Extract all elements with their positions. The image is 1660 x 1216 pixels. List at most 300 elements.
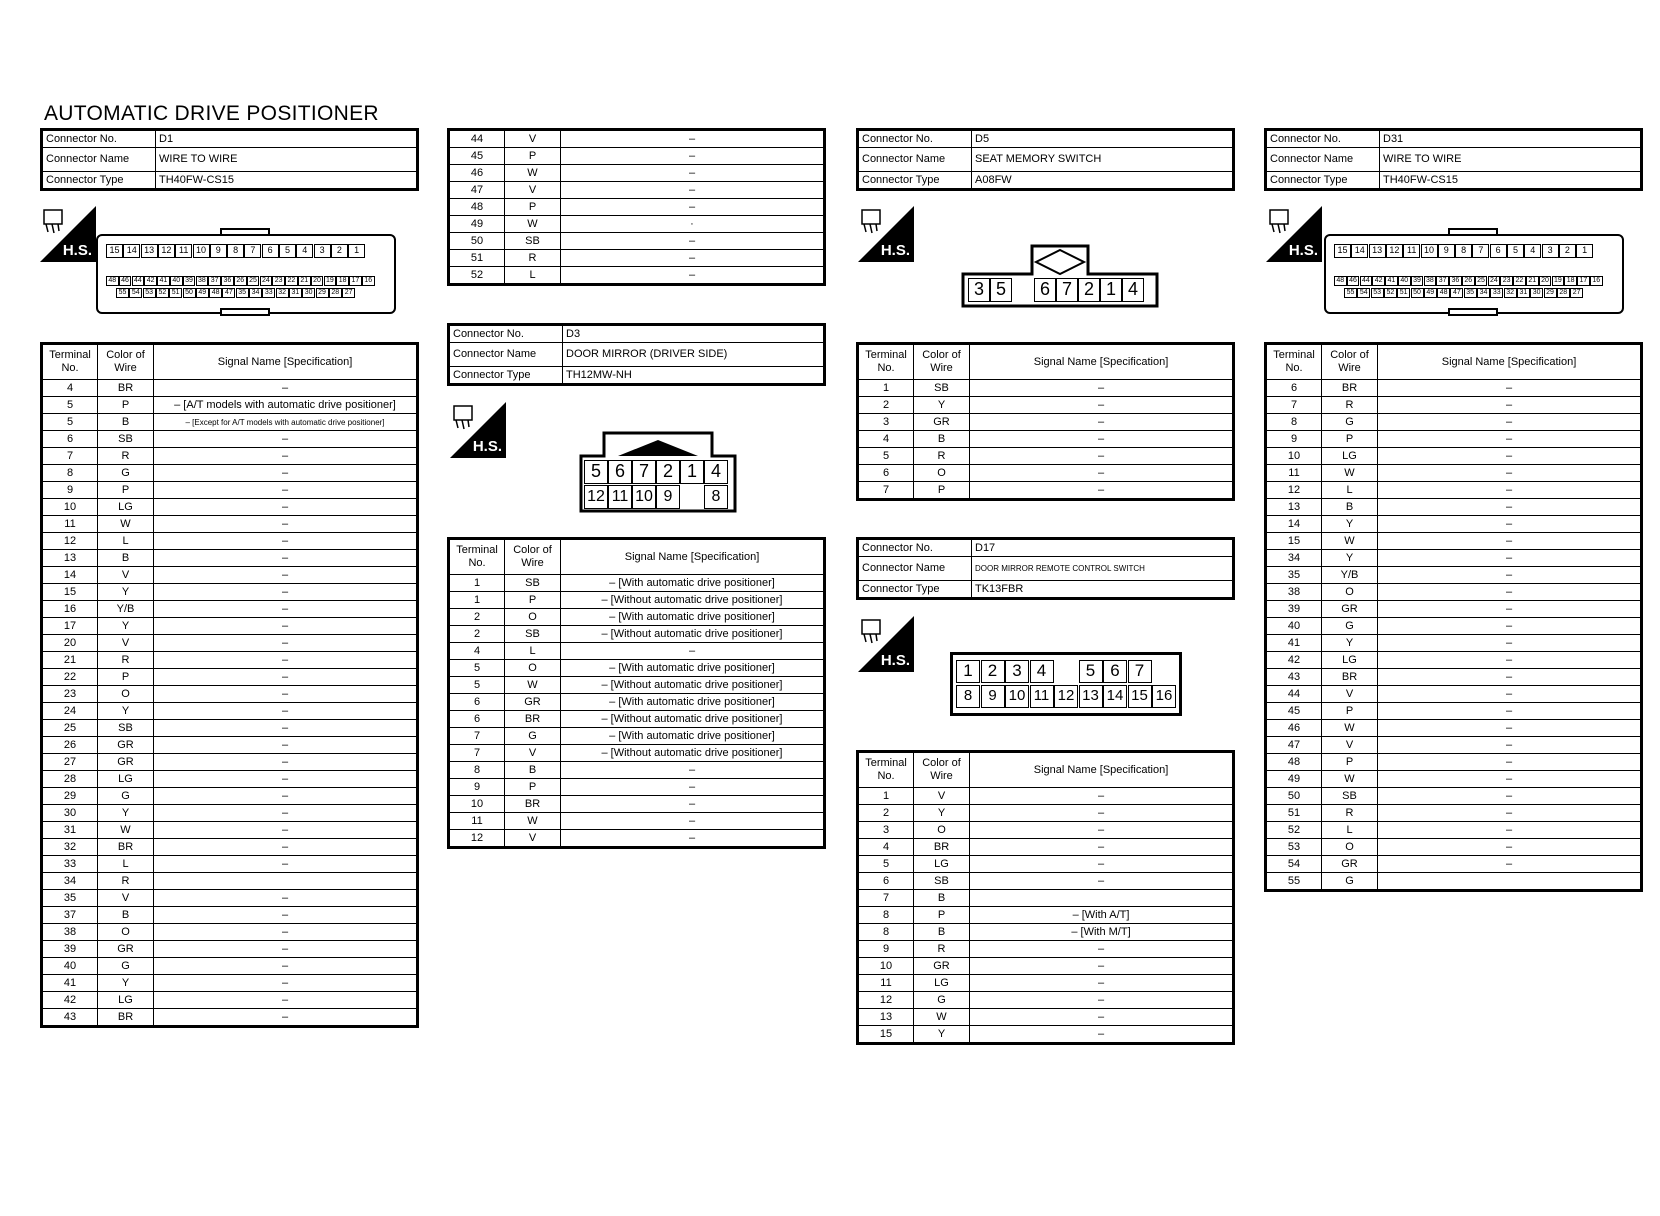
connector-pin: 40 xyxy=(170,276,183,286)
wire-color: V xyxy=(505,745,561,762)
signal-name: – xyxy=(1378,516,1642,533)
terminal-no: 12 xyxy=(1266,482,1322,499)
terminal-no: 1 xyxy=(449,575,505,592)
terminal-no: 11 xyxy=(1266,465,1322,482)
signal-name: – xyxy=(154,992,418,1009)
value-connector-type: A08FW xyxy=(972,172,1234,190)
wire-color: L xyxy=(1322,822,1378,839)
wire-color: GR xyxy=(914,414,970,431)
connector-pin: 39 xyxy=(183,276,196,286)
connector-pin: 9 xyxy=(656,485,680,509)
table-row xyxy=(449,796,825,813)
table-row xyxy=(1266,448,1642,465)
header-terminal: Terminal No. xyxy=(858,344,914,380)
terminal-no: 42 xyxy=(42,992,98,1009)
wire-color: GR xyxy=(914,958,970,975)
terminal-no: 45 xyxy=(1266,703,1322,720)
signal-name: – xyxy=(154,499,418,516)
signal-name xyxy=(154,873,418,890)
terminal-no: 11 xyxy=(449,813,505,830)
connector-pin: 1 xyxy=(348,244,365,258)
signal-name: – [Without automatic drive positioner] xyxy=(561,677,825,694)
terminal-no: 50 xyxy=(449,233,505,250)
terminal-no: 9 xyxy=(42,482,98,499)
d17-terminal-table xyxy=(856,750,1235,1045)
header-color: Color of Wire xyxy=(914,344,970,380)
wire-color: SB xyxy=(98,720,154,737)
value-connector-name: DOOR MIRROR REMOTE CONTROL SWITCH xyxy=(972,557,1234,581)
page-title: AUTOMATIC DRIVE POSITIONER xyxy=(44,102,379,125)
wire-color: W xyxy=(505,216,561,233)
connector-pin: 18 xyxy=(336,276,349,286)
terminal-no: 44 xyxy=(1266,686,1322,703)
label-connector-no: Connector No. xyxy=(42,130,156,148)
wire-color: B xyxy=(505,762,561,779)
wire-color: LG xyxy=(98,499,154,516)
value-connector-no: D1 xyxy=(156,130,418,148)
connector-pin: 16 xyxy=(362,276,375,286)
connector-pin: 55 xyxy=(1344,288,1357,298)
terminal-no: 7 xyxy=(1266,397,1322,414)
terminal-no: 25 xyxy=(42,720,98,737)
table-row xyxy=(1266,720,1642,737)
terminal-no: 24 xyxy=(42,703,98,720)
d3-connector-face xyxy=(578,430,738,514)
signal-name: – xyxy=(561,796,825,813)
connector-pin: 28 xyxy=(329,288,342,298)
value-connector-no: D17 xyxy=(972,539,1234,557)
wire-color: O xyxy=(98,686,154,703)
connector-pin: 7 xyxy=(1472,244,1489,258)
table-row xyxy=(1266,516,1642,533)
connector-pin: 44 xyxy=(1360,276,1373,286)
terminal-no: 14 xyxy=(42,567,98,584)
connector-pin: 47 xyxy=(1450,288,1463,298)
connector-pin: 50 xyxy=(183,288,196,298)
signal-name: – xyxy=(1378,839,1642,856)
signal-name: – xyxy=(154,584,418,601)
signal-name: – xyxy=(154,1009,418,1027)
wire-color: P xyxy=(1322,754,1378,771)
value-connector-type: TH12MW-NH xyxy=(563,367,825,385)
signal-name: – xyxy=(154,703,418,720)
d1-connector-face xyxy=(96,234,396,314)
signal-name: – xyxy=(1378,652,1642,669)
terminal-no: 15 xyxy=(1266,533,1322,550)
hs-label: H.S. xyxy=(62,242,92,259)
signal-name: – xyxy=(1378,533,1642,550)
table-row xyxy=(1266,737,1642,754)
table-row xyxy=(42,941,418,958)
terminal-no: 7 xyxy=(449,745,505,762)
terminal-no: 8 xyxy=(1266,414,1322,431)
wire-color: V xyxy=(1322,737,1378,754)
table-row xyxy=(42,414,418,431)
connector-pin: 37 xyxy=(1436,276,1449,286)
connector-pin: 6 xyxy=(608,460,632,484)
table-row xyxy=(42,754,418,771)
terminal-no: 47 xyxy=(1266,737,1322,754)
terminal-no: 52 xyxy=(449,267,505,285)
connector-pin: 20 xyxy=(311,276,324,286)
connector-pin: 8 xyxy=(704,485,728,509)
wire-color: SB xyxy=(505,626,561,643)
header-terminal: Terminal No. xyxy=(1266,344,1322,380)
table-row xyxy=(42,992,418,1009)
wire-color: BR xyxy=(505,711,561,728)
wire-color: W xyxy=(505,677,561,694)
table-row xyxy=(858,907,1234,924)
header-terminal: Terminal No. xyxy=(858,752,914,788)
value-connector-type: TH40FW-CS15 xyxy=(156,172,418,190)
wire-color: W xyxy=(1322,771,1378,788)
signal-name: – xyxy=(154,686,418,703)
wire-color: Y xyxy=(914,805,970,822)
connector-pin: 4 xyxy=(1030,660,1054,683)
wire-color: SB xyxy=(505,233,561,250)
harness-side-icon xyxy=(858,206,914,262)
connector-pin xyxy=(1012,278,1034,302)
connector-pin: 15 xyxy=(1128,685,1152,708)
terminal-no: 1 xyxy=(858,380,914,397)
wire-color: Y xyxy=(914,1026,970,1044)
table-row xyxy=(1266,431,1642,448)
value-connector-no: D5 xyxy=(972,130,1234,148)
wire-color: R xyxy=(914,448,970,465)
terminal-no: 5 xyxy=(858,448,914,465)
hs-label: H.S. xyxy=(880,242,910,259)
terminal-no: 15 xyxy=(858,1026,914,1044)
connector-pin: 3 xyxy=(1542,244,1559,258)
table-row xyxy=(42,924,418,941)
signal-name: – xyxy=(1378,720,1642,737)
harness-side-icon xyxy=(1266,206,1322,262)
terminal-no: 6 xyxy=(449,694,505,711)
signal-name: – xyxy=(561,182,825,199)
connector-pin: 38 xyxy=(196,276,209,286)
table-row xyxy=(42,788,418,805)
terminal-no: 23 xyxy=(42,686,98,703)
wire-color: V xyxy=(98,567,154,584)
connector-pin: 6 xyxy=(1490,244,1507,258)
signal-name: – xyxy=(154,754,418,771)
wire-color: V xyxy=(505,182,561,199)
header-signal: Signal Name [Specification] xyxy=(154,344,418,380)
value-connector-name: DOOR MIRROR (DRIVER SIDE) xyxy=(563,343,825,367)
table-row xyxy=(42,431,418,448)
terminal-no: 49 xyxy=(1266,771,1322,788)
wire-color: B xyxy=(98,550,154,567)
wire-color: G xyxy=(1322,414,1378,431)
signal-name: – xyxy=(1378,397,1642,414)
table-row xyxy=(1266,873,1642,891)
table-row xyxy=(1266,652,1642,669)
table-row xyxy=(449,199,825,216)
harness-side-icon xyxy=(858,616,914,672)
table-row xyxy=(1266,584,1642,601)
wire-color: BR xyxy=(98,839,154,856)
wire-color: LG xyxy=(914,856,970,873)
wire-color: P xyxy=(505,199,561,216)
connector-pin: 4 xyxy=(704,460,728,484)
connector-pin: 21 xyxy=(298,276,311,286)
connector-pin: 6 xyxy=(262,244,279,258)
hs-label: H.S. xyxy=(880,652,910,669)
terminal-no: 4 xyxy=(858,431,914,448)
wire-color: L xyxy=(505,267,561,285)
table-row xyxy=(42,1009,418,1027)
connector-pin: 54 xyxy=(129,288,142,298)
wire-color: P xyxy=(505,592,561,609)
signal-name: – [Without automatic drive positioner] xyxy=(561,592,825,609)
header-color: Color of Wire xyxy=(98,344,154,380)
connector-pin: 41 xyxy=(157,276,170,286)
connector-pin: 27 xyxy=(342,288,355,298)
terminal-no: 41 xyxy=(42,975,98,992)
wire-color: P xyxy=(1322,703,1378,720)
connector-pin: 2 xyxy=(1559,244,1576,258)
signal-name: – xyxy=(154,805,418,822)
signal-name: – xyxy=(1378,771,1642,788)
connector-pin: 31 xyxy=(289,288,302,298)
terminal-no: 55 xyxy=(1266,873,1322,891)
terminal-no: 49 xyxy=(449,216,505,233)
terminal-no: 50 xyxy=(1266,788,1322,805)
connector-pin: 24 xyxy=(260,276,273,286)
connector-pin: 27 xyxy=(1570,288,1583,298)
signal-name: – xyxy=(1378,805,1642,822)
wire-color: W xyxy=(98,822,154,839)
table-row xyxy=(1266,839,1642,856)
connector-pin: 2 xyxy=(981,660,1005,683)
terminal-no: 5 xyxy=(449,660,505,677)
connector-pin: 10 xyxy=(193,244,210,258)
table-row xyxy=(449,779,825,796)
wire-color: BR xyxy=(1322,380,1378,397)
wire-color: G xyxy=(1322,618,1378,635)
connector-pin: 29 xyxy=(1544,288,1557,298)
connector-pin: 9 xyxy=(981,685,1005,708)
signal-name: – xyxy=(561,233,825,250)
connector-pin: 19 xyxy=(324,276,337,286)
table-row xyxy=(449,165,825,182)
connector-pin: 8 xyxy=(956,685,980,708)
label-connector-type: Connector Type xyxy=(858,581,972,599)
wire-color: G xyxy=(914,992,970,1009)
connector-info-table xyxy=(856,537,1235,600)
wire-color: O xyxy=(98,924,154,941)
wire-color: P xyxy=(914,907,970,924)
table-row xyxy=(858,856,1234,873)
connector-pin: 55 xyxy=(116,288,129,298)
table-row xyxy=(42,618,418,635)
wire-color: P xyxy=(1322,431,1378,448)
signal-name: – xyxy=(970,448,1234,465)
terminal-no: 6 xyxy=(858,873,914,890)
connector-pin: 25 xyxy=(247,276,260,286)
signal-name: – xyxy=(1378,601,1642,618)
signal-name: – xyxy=(1378,686,1642,703)
connector-pin: 12 xyxy=(1054,685,1078,708)
table-row xyxy=(42,805,418,822)
label-connector-no: Connector No. xyxy=(858,130,972,148)
signal-name: – xyxy=(1378,635,1642,652)
connector-pin: 9 xyxy=(1438,244,1455,258)
d31-terminal-table xyxy=(1264,342,1643,892)
wire-color: L xyxy=(98,856,154,873)
header-terminal: Terminal No. xyxy=(42,344,98,380)
connector-pin: 50 xyxy=(1411,288,1424,298)
terminal-no: 52 xyxy=(1266,822,1322,839)
wire-color: G xyxy=(1322,873,1378,891)
connector-pin: 5 xyxy=(1507,244,1524,258)
connector-pin: 1 xyxy=(956,660,980,683)
wire-color: W xyxy=(98,516,154,533)
signal-name: – [Without automatic drive positioner] xyxy=(561,711,825,728)
connector-pin: 1 xyxy=(680,460,704,484)
terminal-no: 43 xyxy=(42,1009,98,1027)
terminal-no: 34 xyxy=(42,873,98,890)
terminal-no: 10 xyxy=(42,499,98,516)
signal-name: – xyxy=(561,165,825,182)
connector-pin: 4 xyxy=(1524,244,1541,258)
hs-label: H.S. xyxy=(472,438,502,455)
signal-name: – xyxy=(970,397,1234,414)
connector-pin: 7 xyxy=(1128,660,1152,683)
terminal-no: 9 xyxy=(858,941,914,958)
connector-info-table xyxy=(1264,128,1643,191)
connector-pin: 44 xyxy=(132,276,145,286)
terminal-no: 35 xyxy=(1266,567,1322,584)
table-row xyxy=(858,397,1234,414)
connector-pin: 1 xyxy=(1100,278,1122,302)
signal-name: – xyxy=(970,1009,1234,1026)
wire-color: SB xyxy=(914,873,970,890)
table-row xyxy=(42,839,418,856)
table-row xyxy=(449,762,825,779)
d17-connector-face xyxy=(950,652,1182,716)
connector-pin: 2 xyxy=(1078,278,1100,302)
wire-color: P xyxy=(505,148,561,165)
wire-color: R xyxy=(505,250,561,267)
signal-name: – xyxy=(154,448,418,465)
wire-color: GR xyxy=(1322,601,1378,618)
connector-pin: 3 xyxy=(968,278,990,302)
terminal-no: 40 xyxy=(42,958,98,975)
table-row xyxy=(449,711,825,728)
value-connector-name: WIRE TO WIRE xyxy=(1380,148,1642,172)
terminal-no: 26 xyxy=(42,737,98,754)
terminal-no: 8 xyxy=(858,924,914,941)
value-connector-no: D3 xyxy=(563,325,825,343)
connector-d1 xyxy=(40,128,419,191)
wire-color: BR xyxy=(1322,669,1378,686)
wire-color: LG xyxy=(98,771,154,788)
connector-pin: 54 xyxy=(1357,288,1370,298)
d31-terminal-table-wrap xyxy=(1264,342,1643,892)
terminal-no: 6 xyxy=(449,711,505,728)
table-row xyxy=(1266,703,1642,720)
d3-terminal-table xyxy=(447,537,826,849)
header-color: Color of Wire xyxy=(1322,344,1378,380)
connector-pin: 9 xyxy=(210,244,227,258)
table-row xyxy=(1266,754,1642,771)
connector-info-table xyxy=(447,323,826,386)
table-row xyxy=(449,626,825,643)
connector-pin: 34 xyxy=(1477,288,1490,298)
wire-color: LG xyxy=(1322,448,1378,465)
signal-name: – [Without automatic drive positioner] xyxy=(561,745,825,762)
table-row xyxy=(858,448,1234,465)
connector-pin: 10 xyxy=(632,485,656,509)
terminal-no: 47 xyxy=(449,182,505,199)
label-connector-no: Connector No. xyxy=(858,539,972,557)
terminal-no: 29 xyxy=(42,788,98,805)
label-connector-type: Connector Type xyxy=(858,172,972,190)
header-signal: Signal Name [Specification] xyxy=(1378,344,1642,380)
terminal-no: 53 xyxy=(1266,839,1322,856)
table-row xyxy=(42,516,418,533)
connector-pin: 48 xyxy=(1334,276,1347,286)
table-row xyxy=(1266,397,1642,414)
label-connector-name: Connector Name xyxy=(1266,148,1380,172)
table-row xyxy=(449,745,825,762)
wire-color: R xyxy=(1322,397,1378,414)
terminal-no: 10 xyxy=(449,796,505,813)
signal-name: – xyxy=(154,482,418,499)
table-row xyxy=(858,975,1234,992)
signal-name: – xyxy=(154,601,418,618)
label-connector-name: Connector Name xyxy=(42,148,156,172)
terminal-no: 14 xyxy=(1266,516,1322,533)
d31-connector-face xyxy=(1324,234,1624,314)
table-row xyxy=(858,941,1234,958)
signal-name: – xyxy=(154,431,418,448)
connector-d17 xyxy=(856,537,1235,600)
terminal-no: 33 xyxy=(42,856,98,873)
label-connector-no: Connector No. xyxy=(449,325,563,343)
signal-name: – xyxy=(154,669,418,686)
table-row xyxy=(858,822,1234,839)
terminal-no: 2 xyxy=(449,609,505,626)
wire-color: V xyxy=(914,788,970,805)
connector-pin: 11 xyxy=(1030,685,1054,708)
signal-name: – xyxy=(970,788,1234,805)
connector-pin: 13 xyxy=(1079,685,1103,708)
table-row xyxy=(858,839,1234,856)
wire-color: L xyxy=(98,533,154,550)
wire-color: R xyxy=(98,652,154,669)
signal-name: – xyxy=(154,516,418,533)
terminal-no: 10 xyxy=(858,958,914,975)
wire-color: Y xyxy=(98,618,154,635)
table-row xyxy=(42,669,418,686)
connector-pin: 7 xyxy=(244,244,261,258)
wire-color: GR xyxy=(1322,856,1378,873)
wire-color: LG xyxy=(98,992,154,1009)
signal-name: – xyxy=(1378,856,1642,873)
table-row xyxy=(449,660,825,677)
wire-color: SB xyxy=(914,380,970,397)
table-row xyxy=(858,1009,1234,1026)
terminal-no: 3 xyxy=(858,414,914,431)
table-row xyxy=(449,609,825,626)
connector-pin: 51 xyxy=(1397,288,1410,298)
table-row xyxy=(449,677,825,694)
wire-color: Y xyxy=(1322,550,1378,567)
terminal-no: 38 xyxy=(42,924,98,941)
table-row xyxy=(42,397,418,414)
